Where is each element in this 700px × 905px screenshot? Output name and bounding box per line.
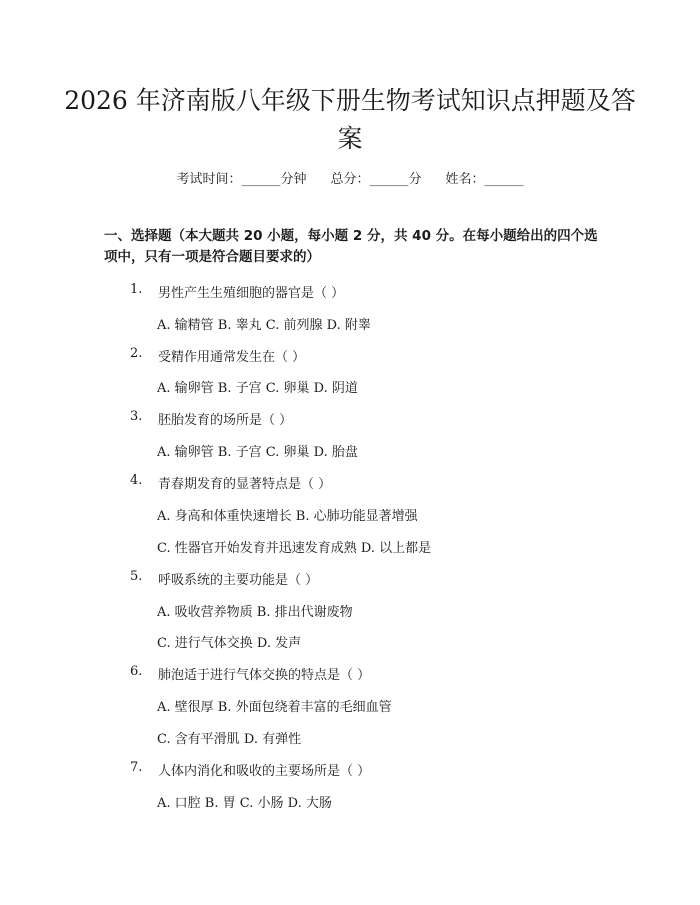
question-text: 人体内消化和吸收的主要场所是（ ） bbox=[158, 764, 371, 779]
exam-info bbox=[0, 168, 700, 187]
question-4 bbox=[130, 473, 530, 493]
question-number: 5. bbox=[130, 569, 143, 584]
question-number: 7. bbox=[130, 760, 143, 775]
question-5 bbox=[130, 569, 530, 589]
question-7 bbox=[130, 760, 530, 780]
question-6 bbox=[130, 664, 530, 684]
section-heading: 一、选择题（本大题共 20 小题，每小题 2 分，共 40 分。在每小题给出的四个选项中，只有一项是符合题目要求的） bbox=[104, 228, 598, 265]
student-name: 姓名：______ bbox=[445, 172, 524, 187]
question-4-options-b: C. 性器官开始发育并迅速发育成熟 D. 以上都是 bbox=[157, 541, 432, 556]
question-number: 3. bbox=[130, 409, 143, 424]
question-number: 1. bbox=[130, 282, 143, 297]
question-7-options: A. 口腔 B. 胃 C. 小肠 D. 大肠 bbox=[157, 796, 332, 811]
question-text: 青春期发育的显著特点是（ ） bbox=[158, 477, 332, 492]
question-text: 男性产生生殖细胞的器官是（ ） bbox=[158, 286, 345, 301]
question-1 bbox=[130, 282, 530, 302]
question-6-options-b: C. 含有平滑肌 D. 有弹性 bbox=[157, 732, 302, 747]
question-6-options-a: A. 壁很厚 B. 外面包绕着丰富的毛细血管 bbox=[157, 700, 392, 715]
question-2-options: A. 输卵管 B. 子宫 C. 卵巢 D. 阴道 bbox=[157, 381, 358, 396]
question-text: 呼吸系统的主要功能是（ ） bbox=[158, 573, 319, 588]
question-text: 肺泡适于进行气体交换的特点是（ ） bbox=[158, 668, 371, 683]
question-5-options-b: C. 进行气体交换 D. 发声 bbox=[157, 636, 302, 651]
question-text: 受精作用通常发生在（ ） bbox=[158, 350, 306, 365]
question-number: 2. bbox=[130, 346, 143, 361]
exam-time: 考试时间：______分钟 bbox=[176, 172, 307, 187]
total-score: 总分：______分 bbox=[330, 172, 422, 187]
question-1-options: A. 输精管 B. 睾丸 C. 前列腺 D. 附睾 bbox=[157, 318, 371, 333]
question-4-options-a: A. 身高和体重快速增长 B. 心肺功能显著增强 bbox=[157, 509, 418, 524]
question-text: 胚胎发育的场所是（ ） bbox=[158, 413, 293, 428]
question-number: 6. bbox=[130, 664, 143, 679]
question-2 bbox=[130, 346, 530, 366]
question-number: 4. bbox=[130, 473, 143, 488]
question-3 bbox=[130, 409, 530, 429]
question-3-options: A. 输卵管 B. 子宫 C. 卵巢 D. 胎盘 bbox=[157, 445, 358, 460]
page-title: 2026 年济南版八年级下册生物考试知识点押题及答案 bbox=[64, 86, 636, 153]
question-5-options-a: A. 吸收营养物质 B. 排出代谢废物 bbox=[157, 605, 353, 620]
